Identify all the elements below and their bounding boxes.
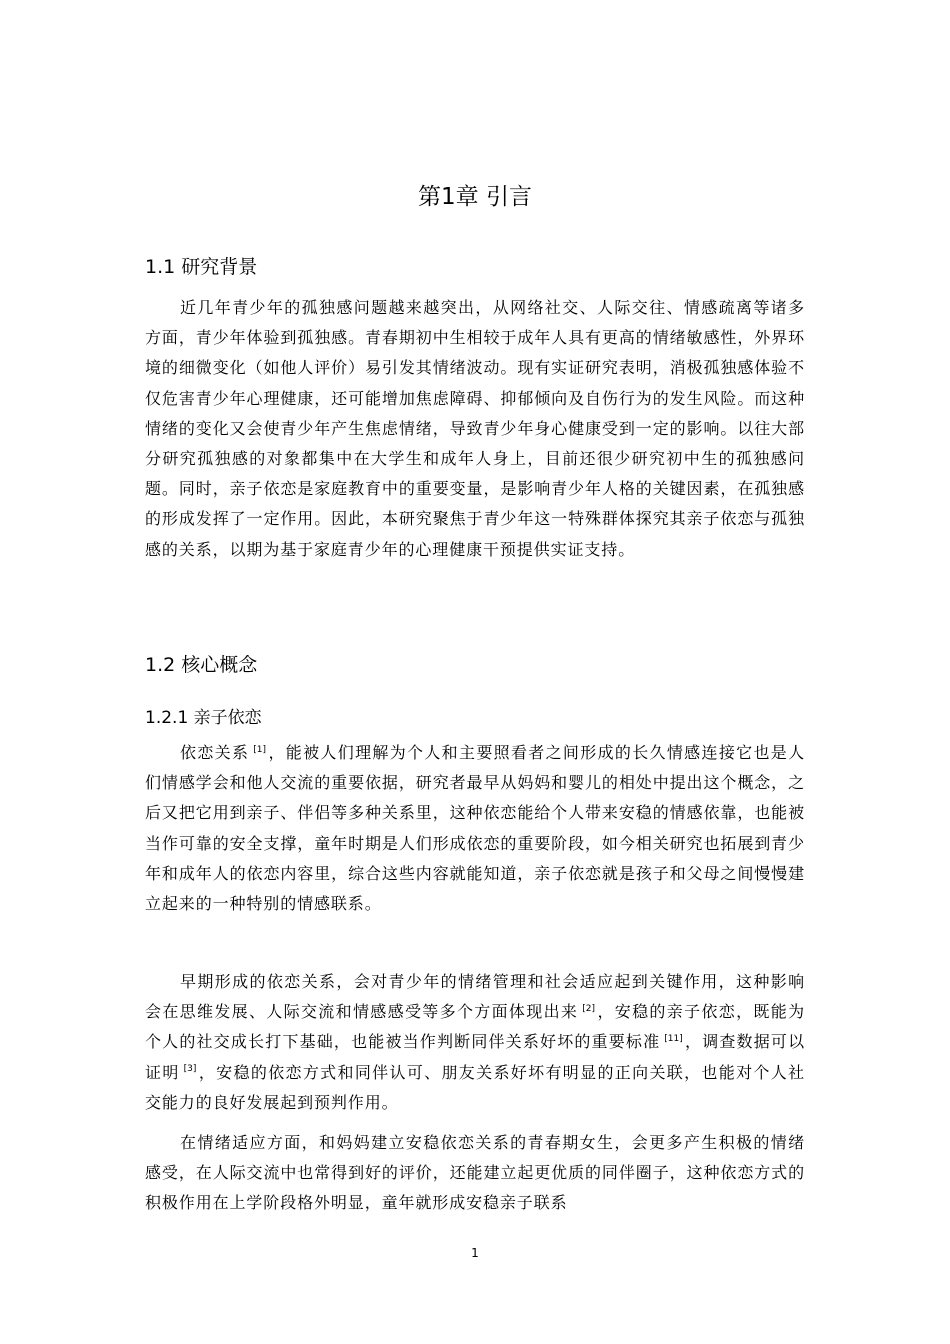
paragraph-emotional-adaptation: 在情绪适应方面，和妈妈建立安稳依恋关系的青春期女生，会更多产生积极的情绪感受，在人际交流中也常得到好的评价，还能建立起更优质的同伴圈子，这种依恋方式的积极作用在上学阶段格外明显，童年就形成安稳亲子联系 bbox=[145, 1133, 805, 1213]
paragraph-attachment-social-effects bbox=[145, 967, 805, 1118]
citation-marker: [3] bbox=[183, 1064, 197, 1075]
paragraph-text: 早期形成的依恋关系，会对青少年的情绪管理和社会适应起到关键作用，这种影响会在思维发展、人际交流和情感感受等多个方面体现出来 bbox=[145, 972, 805, 1022]
section-heading-background: 1.1 研究背景 bbox=[145, 256, 258, 278]
paragraph-text: 依恋关系 bbox=[180, 743, 250, 762]
page-number: 1 bbox=[471, 1246, 479, 1260]
paragraph-text: ，安稳的亲子依恋，既能为个人的社交成长打下基础，也能被当作判断同伴关系好坏的重要标准 bbox=[145, 1002, 805, 1052]
paragraph-background: 近几年青少年的孤独感问题越来越突出，从网络社交、人际交往、情感疏离等诸多方面，青少年体验到孤独感。青春期初中生相较于成年人具有更高的情绪敏感性，外界环境的细微变化（如他人评价）易引发其情绪波动。现有实证研究表明，消极孤独感体验不仅危害青少年心理健康，还可能增加焦虑障碍、抑郁倾向及自伤行为的发生风险。而这种情绪的变化又会使青少年产生焦虑情绪，导致青少年身心健康受到一定的影响。以往大部分研究孤独感的对象都集中在大学生和成年人身上，目前还很少研究初中生的孤独感问题。同时，亲子依恋是家庭教育中的重要变量，是影响青少年人格的关键因素，在孤独感的形成发挥了一定作用。因此，本研究聚焦于青少年这一特殊群体探究其亲子依恋与孤独感的关系，以期为基于家庭青少年的心理健康干预提供实证支持。 bbox=[145, 298, 805, 559]
citation-marker: [1] bbox=[253, 744, 267, 755]
citation-marker: [2] bbox=[582, 1003, 596, 1014]
paragraph-text: ，能被人们理解为个人和主要照看者之间形成的长久情感连接它也是人们情感学会和他人交流的重要依据，研究者最早从妈妈和婴儿的相处中提出这个概念，之后又把它用到亲子、伴侣等多种关系里，这种依恋能给个人带来安稳的情感依靠，也能被当作可靠的安全支撑，童年时期是人们形成依恋的重要阶段，如今相关研究也拓展到青少年和成年人的依恋内容里，综合这些内容就能知道，亲子依恋就是孩子和父母之间慢慢建立起来的一种特别的情感联系。 bbox=[145, 743, 805, 914]
paragraph-text: ，安稳的依恋方式和同伴认可、朋友关系好坏有明显的正向关联，也能对个人社交能力的良好发展起到预判作用。 bbox=[145, 1062, 805, 1112]
paragraph-attachment-definition bbox=[145, 738, 805, 919]
paragraph-text: ，调查数据可以证明 bbox=[145, 1032, 805, 1082]
section-heading-core-concepts: 1.2 核心概念 bbox=[145, 654, 258, 676]
subsection-heading-parent-child-attachment: 1.2.1 亲子依恋 bbox=[145, 708, 262, 728]
chapter-title: 第1章 引言 bbox=[418, 184, 532, 210]
citation-marker: [11] bbox=[664, 1034, 683, 1045]
